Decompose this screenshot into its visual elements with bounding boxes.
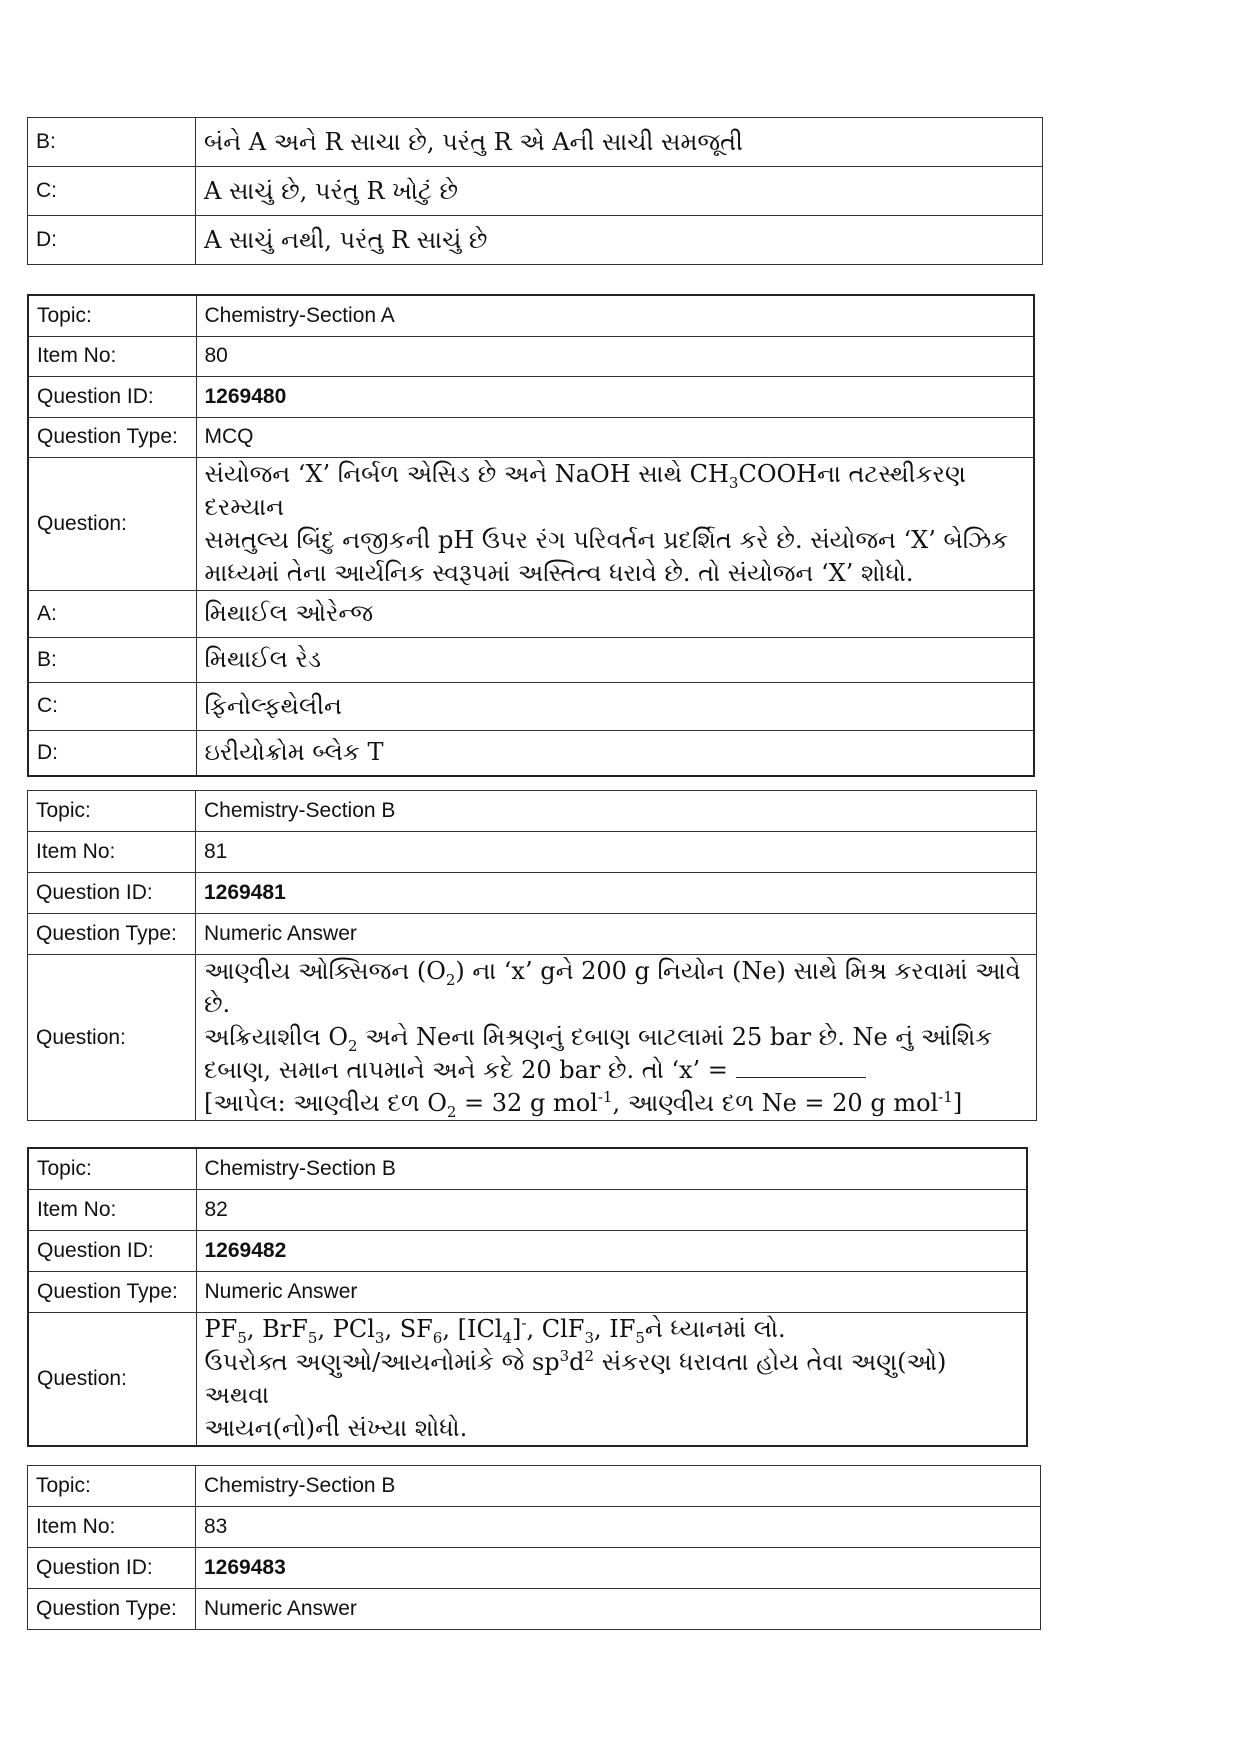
- option-label: B:: [28, 637, 196, 682]
- item-no-value: 82: [196, 1189, 1027, 1230]
- question-type-value: Numeric Answer: [196, 1271, 1027, 1312]
- item-no-value: 83: [196, 1507, 1041, 1548]
- question-type-row: [28, 914, 1037, 955]
- topic-value: Chemistry-Section A: [196, 295, 1034, 336]
- option-label: A:: [28, 590, 196, 637]
- question-label: Question:: [28, 955, 196, 1121]
- question-id-label: Question ID:: [28, 1230, 196, 1271]
- question-id-value: 1269480: [196, 376, 1034, 417]
- question-table-80: [27, 294, 1035, 777]
- option-label: D:: [28, 216, 196, 265]
- topic-label: Topic:: [28, 1466, 196, 1507]
- question-table-81: [27, 790, 1037, 1121]
- question-type-value: MCQ: [196, 417, 1034, 457]
- option-label: C:: [28, 682, 196, 730]
- prev-options-table: [27, 117, 1043, 265]
- question-line: [આપેલ: આણ્વીય દળ $O_2 = 32$ g mol$^{-1}$, આણ્વીય દળ Ne = 20 g mol$^{-1}$]: [204, 1088, 963, 1121]
- question-label: Question:: [28, 457, 196, 590]
- question-id-row: [28, 873, 1037, 914]
- question-id-label: Question ID:: [28, 376, 196, 417]
- question-type-label: Question Type:: [28, 914, 196, 955]
- option-text: A સાચું નથી, પરંતુ R સાચું છે: [196, 216, 1043, 265]
- item-no-label: Item No:: [28, 1189, 196, 1230]
- option-text: ફિનોલ્ફથેલીન: [196, 682, 1034, 730]
- question-type-label: Question Type:: [28, 417, 196, 457]
- item-no-label: Item No:: [28, 336, 196, 376]
- topic-row: [28, 295, 1034, 336]
- question-type-value: Numeric Answer: [196, 1589, 1041, 1630]
- option-label: D:: [28, 730, 196, 776]
- question-id-value: 1269481: [196, 873, 1037, 914]
- option-text: બંને A અને R સાચા છે, પરંતુ R એ Aની સાચી સમજૂતી: [196, 118, 1043, 167]
- question-row: [28, 457, 1034, 590]
- question-row: [28, 1312, 1027, 1446]
- question-id-label: Question ID:: [28, 1548, 196, 1589]
- question-text: [196, 955, 1037, 1121]
- question-line: સમતુલ્ય બિંદુ નજીકની pH ઉપર રંગ પરિવર્તન પ્રદર્શિત કરે છે. સંયોજન ‘X’ બેઝિક: [204, 525, 1009, 554]
- topic-value: Chemistry-Section B: [196, 1148, 1027, 1189]
- question-type-row: [28, 1271, 1027, 1312]
- question-line: દબાણ, સમાન તાપમાને અને કદે 20 bar છે. તો ‘x’ =: [204, 1054, 1028, 1087]
- topic-row: [28, 1466, 1041, 1507]
- question-label: Question:: [28, 1312, 196, 1446]
- option-row-a: [28, 590, 1034, 637]
- question-line: અક્રિયાશીલ $O_2$ અને Neના મિશ્રણનું દબાણ બાટલામાં 25 bar છે. Ne નું આંશિક: [204, 1023, 993, 1055]
- topic-label: Topic:: [28, 791, 196, 832]
- option-row-c: [28, 167, 1043, 216]
- item-no-row: [28, 1507, 1041, 1548]
- option-label: C:: [28, 167, 196, 216]
- option-row-b: [28, 637, 1034, 682]
- option-row-d: [28, 730, 1034, 776]
- item-no-label: Item No:: [28, 1507, 196, 1548]
- item-no-row: [28, 832, 1037, 873]
- item-no-row: [28, 1189, 1027, 1230]
- question-id-value: 1269482: [196, 1230, 1027, 1271]
- question-line: સંયોજન ‘X’ નિર્બળ એસિડ છે અને NaOH સાથે $CH_3COOHના$ તટસ્થીકરણ દરમ્યાન: [204, 459, 966, 521]
- option-text: મિથાઈલ રેડ: [196, 637, 1034, 682]
- item-no-value: 80: [196, 336, 1034, 376]
- topic-label: Topic:: [28, 1148, 196, 1189]
- question-id-label: Question ID:: [28, 873, 196, 914]
- question-line: આણ્વીય ઓક્સિજન $(O_2)$ ના ‘x’ gને 200 g નિયોન (Ne) સાથે મિશ્ર કરવામાં આવે છે.: [204, 957, 1021, 1018]
- question-row: [28, 955, 1037, 1121]
- question-line: માધ્યમાં તેના આર્યનિક સ્વરૂપમાં અસ્તિત્વ ધરાવે છે. તો સંયોજન ‘X’ શોધો.: [204, 558, 914, 587]
- question-text: [196, 1312, 1027, 1446]
- question-id-value: 1269483: [196, 1548, 1041, 1589]
- question-id-row: [28, 1230, 1027, 1271]
- option-row-b: [28, 118, 1043, 167]
- item-no-row: [28, 336, 1034, 376]
- answer-blank: [736, 1059, 866, 1078]
- option-text: મિથાઈલ ઓરેન્જ: [196, 590, 1034, 637]
- question-id-row: [28, 1548, 1041, 1589]
- item-no-label: Item No:: [28, 832, 196, 873]
- question-line: આયન(નો)ની સંખ્યા શોધો.: [204, 1413, 468, 1442]
- topic-value: Chemistry-Section B: [196, 791, 1037, 832]
- item-no-value: 81: [196, 832, 1037, 873]
- topic-row: [28, 791, 1037, 832]
- question-table-83: [27, 1465, 1041, 1630]
- option-row-d: [28, 216, 1043, 265]
- question-line: $PF_5$, BrF$_5$, PCl$_3$, $SF_6$, [ICl$_4$]-, ClF$_3$, $IF_5ને$ ધ્યાનમાં લો.: [204, 1313, 786, 1347]
- question-type-row: [28, 1589, 1041, 1630]
- question-line: ઉપરોક્ત અણુઓ/આયનોમાંકે જે $sp^3d^2$ સંકરણ ધરાવતા હોય તેવા અણુ(ઓ) અથવા: [204, 1346, 947, 1409]
- question-id-row: [28, 376, 1034, 417]
- topic-label: Topic:: [28, 295, 196, 336]
- question-type-label: Question Type:: [28, 1271, 196, 1312]
- option-text: A સાચું છે, પરંતુ R ખોટું છે: [196, 167, 1043, 216]
- option-text: ઇરીયોક્રોમ બ્લેક T: [196, 730, 1034, 776]
- question-type-row: [28, 417, 1034, 457]
- question-type-label: Question Type:: [28, 1589, 196, 1630]
- question-table-82: [27, 1147, 1028, 1447]
- question-text: [196, 457, 1034, 590]
- topic-row: [28, 1148, 1027, 1189]
- option-row-c: [28, 682, 1034, 730]
- topic-value: Chemistry-Section B: [196, 1466, 1041, 1507]
- option-label: B:: [28, 118, 196, 167]
- question-type-value: Numeric Answer: [196, 914, 1037, 955]
